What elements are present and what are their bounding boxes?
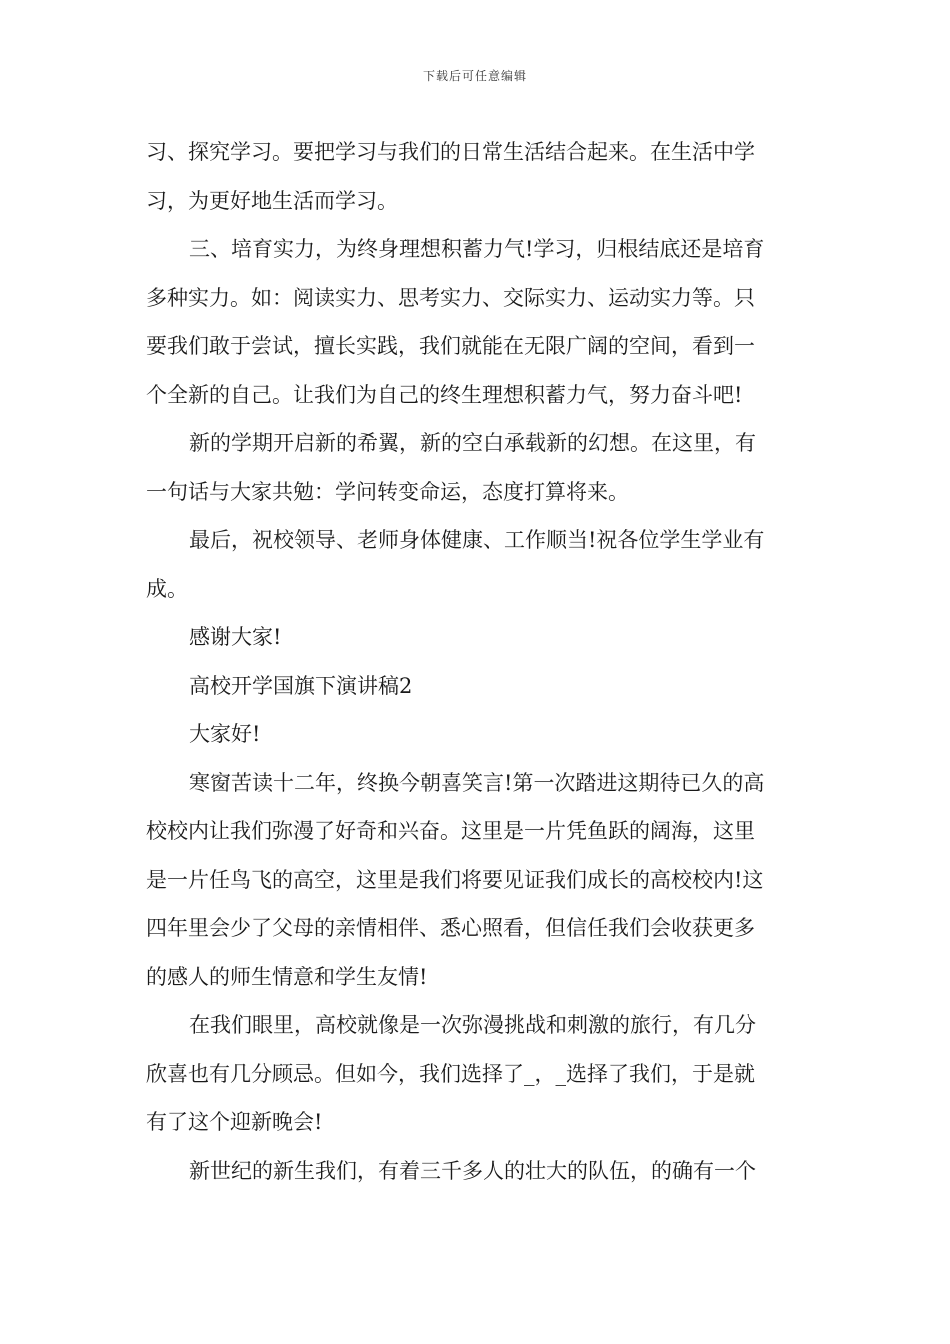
text-line: 成。 xyxy=(146,576,188,601)
text-line: 习，为更好地生活而学习。 xyxy=(146,188,398,213)
text-line: 是一片任鸟飞的高空，这里是我们将要见证我们成长的高校校内!这 xyxy=(146,867,764,892)
text-line: 新世纪的新生我们，有着三千多人的壮大的队伍，的确有一个 xyxy=(189,1158,756,1183)
text-line: 大家好! xyxy=(189,722,261,746)
document-body xyxy=(146,128,810,1195)
text-line: 新的学期开启新的希翼，新的空白承载新的幻想。在这里，有 xyxy=(189,431,756,455)
page-header: 下载后可任意编辑 xyxy=(422,69,527,83)
text-line: 在我们眼里，高校就像是一次弥漫挑战和刺激的旅行，有几分 xyxy=(189,1013,756,1037)
text-line: 欣喜也有几分顾忌。但如今，我们选择了_，_选择了我们，于是就 xyxy=(146,1061,755,1086)
text-line: 寒窗苦读十二年，终换今朝喜笑言!第一次踏进这期待已久的高 xyxy=(189,770,765,795)
text-line: 个全新的自己。让我们为自己的终生理想积蓄力气，努力奋斗吧! xyxy=(146,382,743,407)
text-line: 四年里会少了父母的亲情相伴、悉心照看，但信任我们会收获更多 xyxy=(146,916,755,940)
text-line: 三、培育实力，为终身理想积蓄力气!学习，归根结底还是培育 xyxy=(189,237,765,261)
text-line: 校校内让我们弥漫了好奇和兴奋。这里是一片凭鱼跃的阔海，这里 xyxy=(146,819,755,843)
text-line: 最后，祝校领导、老师身体健康、工作顺当!祝各位学生学业有 xyxy=(189,528,765,552)
text-line: 习、探究学习。要把学习与我们的日常生活结合起来。在生活中学 xyxy=(146,140,755,164)
text-line: 的感人的师生情意和学生友情! xyxy=(146,964,428,989)
text-line: 感谢大家! xyxy=(189,625,282,649)
section-title: 高校开学国旗下演讲稿2 xyxy=(189,673,413,698)
text-line: 有了这个迎新晚会! xyxy=(146,1110,323,1134)
text-line: 多种实力。如：阅读实力、思考实力、交际实力、运动实力等。只 xyxy=(146,285,755,310)
text-line: 要我们敢于尝试，擅长实践，我们就能在无限广阔的空间，看到一 xyxy=(146,334,755,358)
text-line: 一句话与大家共勉：学问转变命运，态度打算将来。 xyxy=(146,479,629,504)
